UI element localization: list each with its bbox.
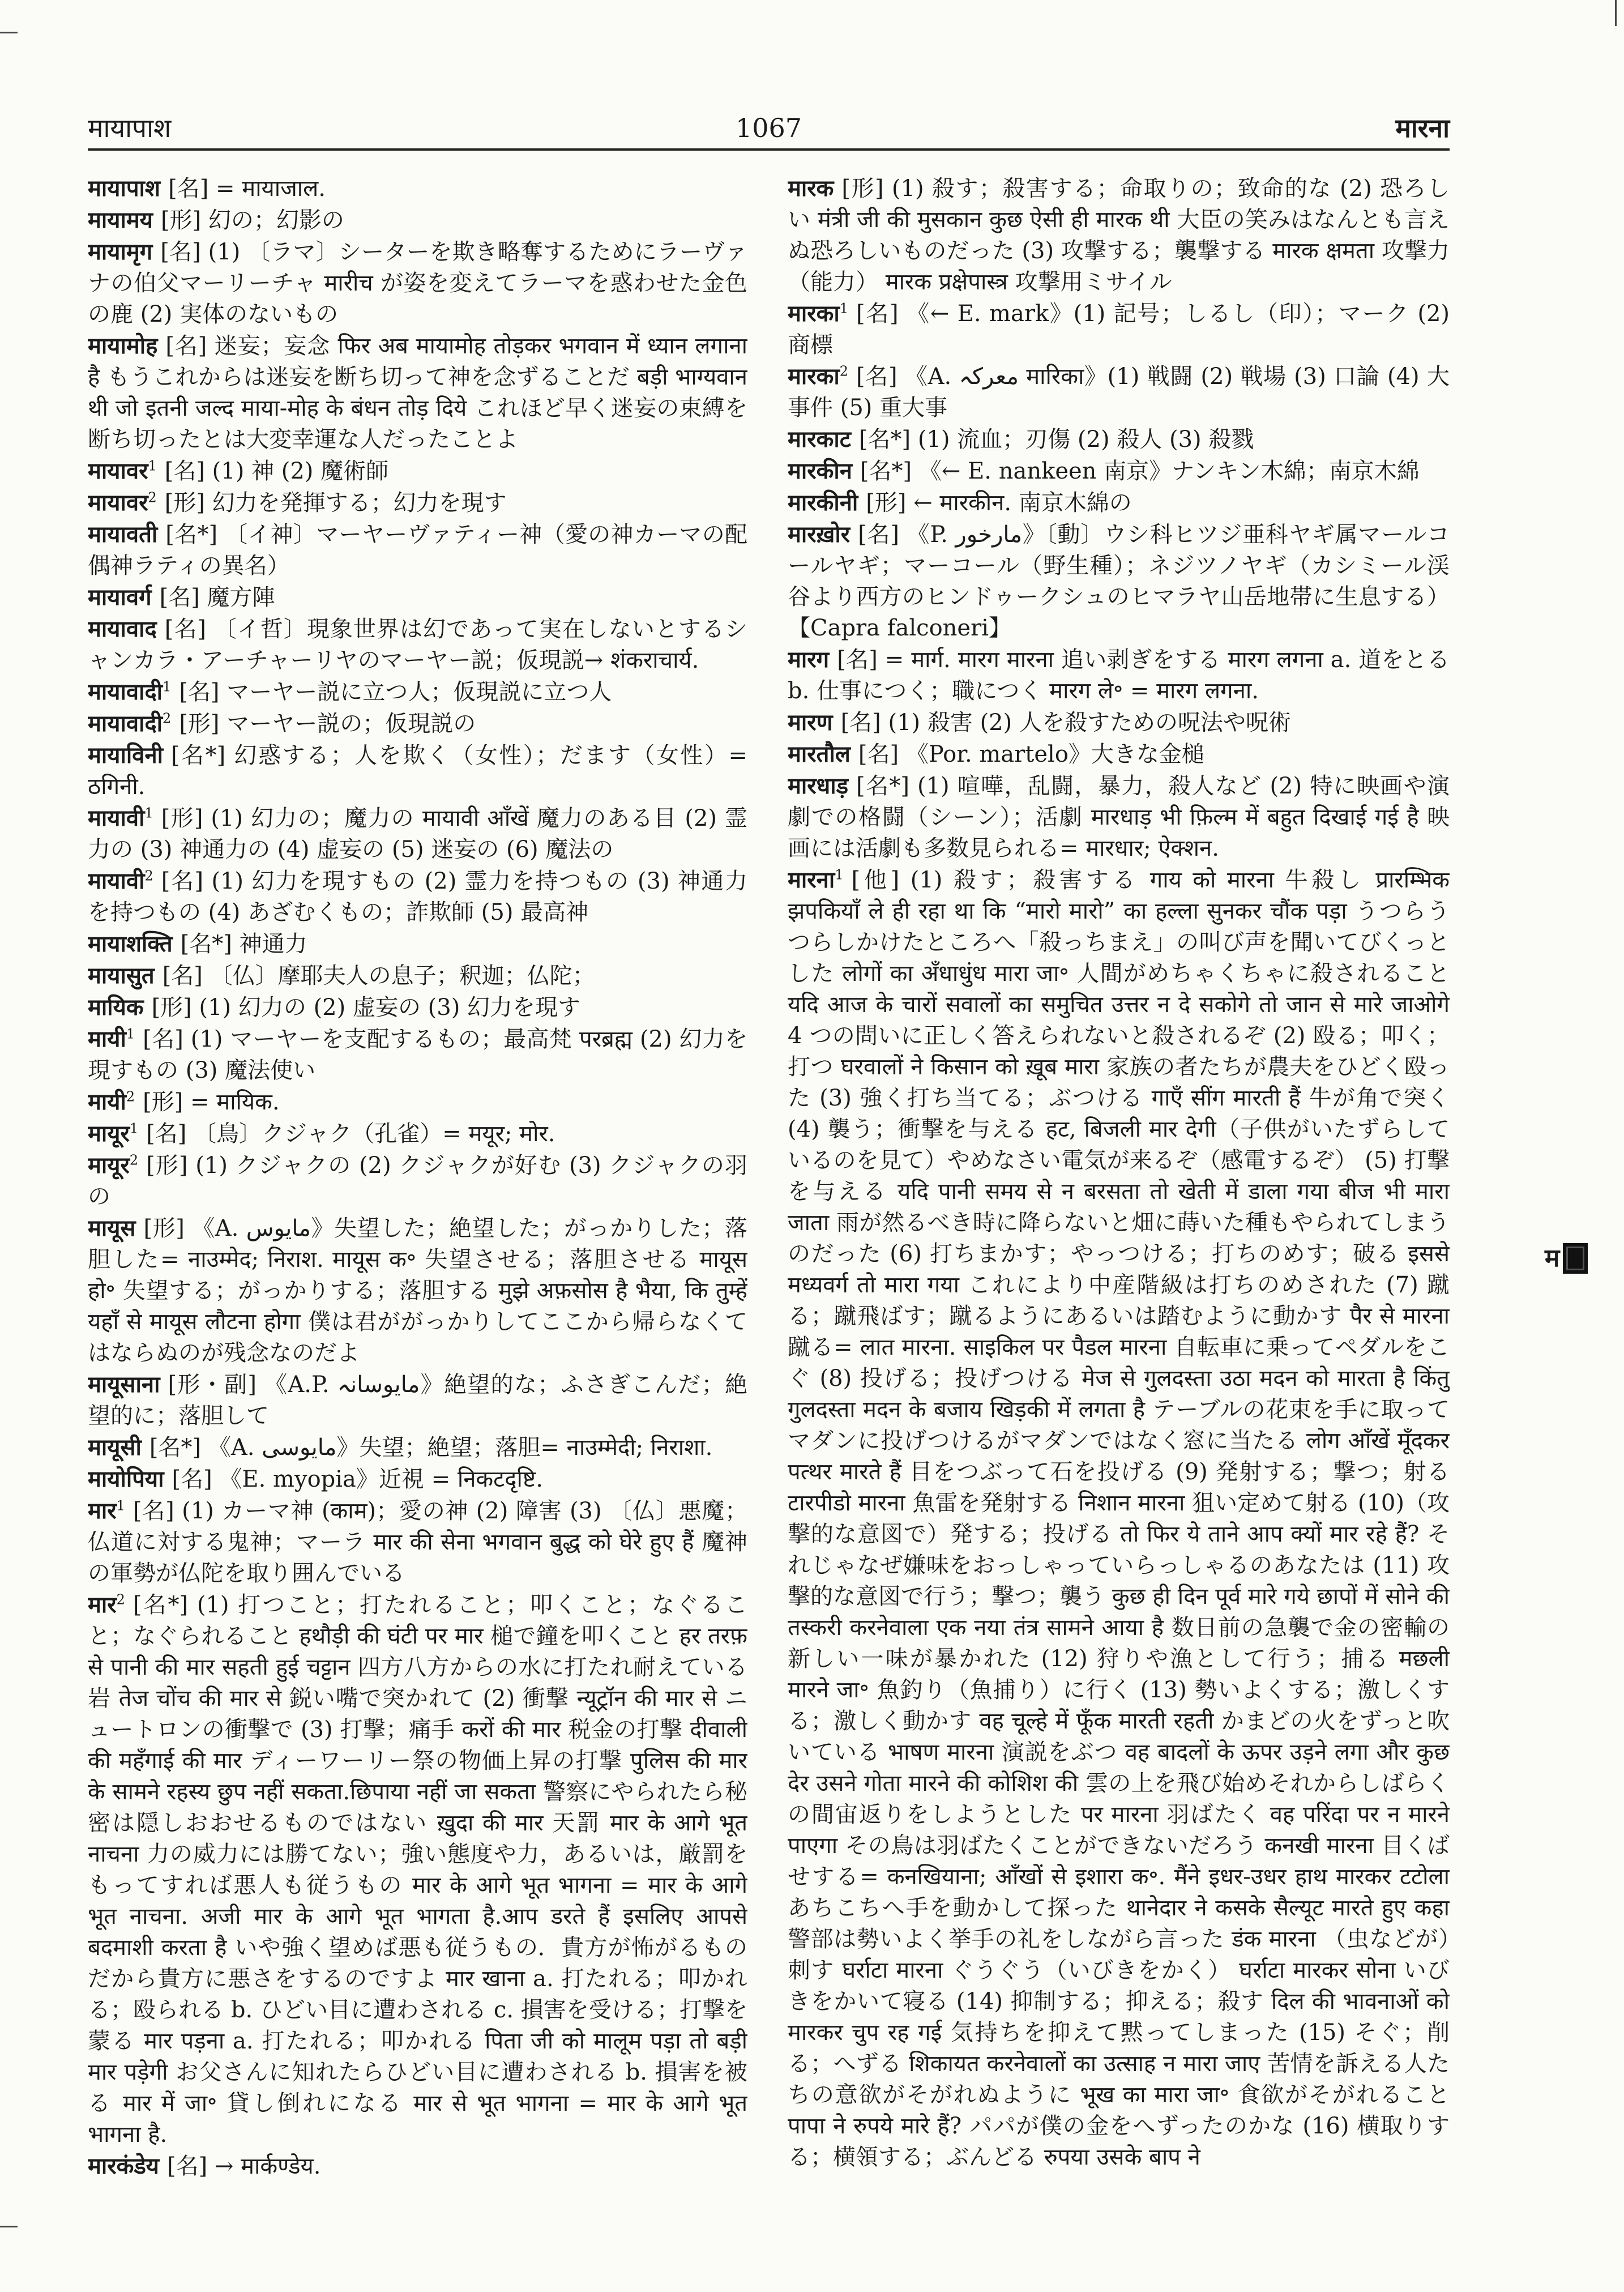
headword: मायामृग: [88, 238, 153, 265]
headword: मायावर: [88, 489, 148, 516]
definition: [名] 〔仏〕摩耶夫人の息子；釈迦；仏陀；: [162, 963, 595, 989]
homograph-number: 1: [116, 1497, 125, 1514]
definition: [名*] (1) 流血；刃傷 (2) 殺人 (3) 殺戮: [858, 426, 1254, 453]
headword: मायूर: [88, 1120, 130, 1147]
headword: मारण: [788, 709, 833, 736]
definition: [名] (1) 幻力を現すもの (2) 霊力を持つもの (3) 神通力を持つもの (4) あざむくもの；詐欺師 (5) 最高神: [88, 868, 747, 925]
headword: मार: [88, 1497, 117, 1524]
definition: [名] = मायाजाल.: [168, 176, 326, 202]
dictionary-entry: [788, 644, 1450, 707]
dictionary-entry: [788, 424, 1450, 455]
headword: मार: [88, 1591, 117, 1618]
headword: मारक: [788, 175, 834, 202]
dictionary-entry: [88, 992, 747, 1023]
dictionary-entry: [788, 487, 1450, 519]
definition: [名] 《A. معرکہ मारिका》(1) 戦闘 (2) 戦場 (3) 口論 (4) 大事件 (5) 重大事: [788, 364, 1450, 421]
headword: मारतौल: [788, 741, 851, 767]
running-header: [88, 105, 1450, 151]
dictionary-entry: [788, 298, 1450, 361]
definition: [名] (1) 殺害 (2) 人を殺すための呪法や呪術: [840, 710, 1291, 736]
headword: मायोपिया: [88, 1466, 164, 1492]
dictionary-entry: [788, 770, 1450, 864]
headword: मायामय: [88, 207, 153, 233]
definition: [名] (1) 神 (2) 魔術師: [164, 458, 389, 484]
crop-mark: [1615, 0, 1617, 26]
definition: [名] 《P. مارخور》〔動〕ウシ科ヒツジ亜科ヤギ属マールコールヤギ；マーコール（野生種）；ネジツノヤギ（カシミール渓谷より西方のヒンドゥークシュのヒマラヤ山岳地帯に生息する）【Capra falconeri】: [788, 522, 1450, 641]
headword: मायी: [88, 1026, 126, 1052]
definition: [名] 《E. myopia》近視 = निकटदृष्टि.: [172, 1466, 543, 1492]
dictionary-entry: [88, 487, 747, 519]
headword: मायामोह: [88, 332, 158, 359]
definition: [名] 《← E. mark》(1) 記号；しるし（印）；マーク (2) 商標: [788, 301, 1450, 358]
header-first-headword: मायापाश: [88, 113, 172, 143]
dictionary-entry: [88, 1086, 747, 1118]
right-column: [788, 173, 1450, 2268]
headword: मारख़ोर: [788, 521, 851, 548]
dictionary-entry: [788, 739, 1450, 770]
definition: [名] (1) 〔ラマ〕シーターを欺き略奪するためにラーヴァナの伯父マーリーチャ मारीच が姿を変えてラーマを惑わせた金色の鹿 (2) 実体のないもの: [88, 239, 747, 327]
headword: मायाविनी: [88, 742, 163, 769]
definition: [形] 《A. مایوس》失望した；絶望した；がっかりした；落胆した= नाउम्मेद; निराश. मायूस क॰ 失望させる；落胆させる मायूस हो॰ 失望する；がっかりする；落胆する मुझे अफ़सोस है भैया, कि तुम्हें यहाँ से मायूस लौटना होगा 僕は君ががっかりしてここから帰らなくてはならぬのが残念なのだよ: [88, 1215, 747, 1366]
definition: [他] (1) 殺す；殺害する गाय को मारना 牛殺し प्रारम्भिक झपकियाँ ले ही रहा था कि “मारो मारो” का हल्ला सुनकर चौंक पड़ा うつらうつらしかけたところへ「殺っちまえ」の叫び声を聞いてびくっとした लोगों का अँधाधुंध मारा जा॰ 人間がめちゃくちゃに殺されること यदि आज के चारों सवालों का समुचित उत्तर न दे सकोगे तो जान से मारे जाओगे 4 つの問いに正しく答えられないと殺されるぞ (2) 殴る；叩く；打つ घरवालों ने किसान को ख़ूब मारा 家族の者たちが農夫をひどく殴った (3) 強く打ち当てる；ぶつける गाएँ सींग मारती हैं 牛が角で突く (4) 襲う；衝撃を与える हट, बिजली मार देगी（子供がいたずらしているのを見て）やめなさい電気が来るぞ（感電するぞ） (5) 打撃を与える यदि पानी समय से न बरसता तो खेती में डाला गया बीज भी मारा जाता 雨が然るべき時に降らないと畑に蒔いた種もやられてしまうのだった (6) 打ちまかす；やっつける；打ちのめす；破る इससे मध्यवर्ग तो मारा गया これにより中産階級は打ちのめされた (7) 蹴る；蹴飛ばす；蹴るようにあるいは踏むように動かす पैर से मारना 蹴る= लात मारना. साइकिल पर पैडल मारना 自転車に乗ってペダルをこぐ (8) 投げる；投げつける मेज से गुलदस्ता उठा मदन को मारता है किंतु गुलदस्ता मदन के बजाय खिड़की में लगता है テーブルの花束を手に取ってマダンに投げつけるがマダンではなく窓に当たる लोग आँखें मूँदकर पत्थर मारते हैं 目をつぶって石を投げる (9) 発射する；撃つ；射る टारपीडो मारना 魚雷を発射する निशान मारना 狙い定めて射る (10)（攻撃的な意図で）発する；投げる तो फिर ये ताने आप क्यों मार रहे हैं? それじゃなぜ嫌味をおっしゃっていらっしゃるのあなたは (11) 攻撃的な意図で行う；撃つ；襲う कुछ ही दिन पूर्व मारे गये छापों में सोने की तस्करी करनेवाला एक नया तंत्र सामने आया है 数日前の急襲で金の密輸の新しい一味が暴かれた (12) 狩りや漁として行う；捕る मछली मारने जा॰ 魚釣り（魚捕り）に行く (13) 勢いよくする；激しくする；激しく動かす वह चूल्हे में फूँक मारती रहती かまどの火をずっと吹いている भाषण मारना 演説をぶつ वह बादलों के ऊपर उड़ने लगा और कुछ देर उसने गोता मारने की कोशिश की 雲の上を飛び始めそれからしばらくの間宙返りをしようとした पर मारना 羽ばたく वह परिंदा पर न मारने पाएगा その鳥は羽ばたくことができないだろう कनखी मारना 目くばせする= कनखियाना; आँखों से इशारा क॰. मैंने इधर-उधर हाथ मारकर टटोला あちこちへ手を動かして探った थानेदार ने कसके सैल्यूट मारते हुए कहा 警部は勢いよく挙手の礼をしながら言った डंक मारना （虫などが）刺す घर्राटा मारना ぐうぐう（いびきをかく） घर्राटा मारकर सोना いびきをかいて寝る (14) 抑制する；抑える；殺す दिल की भावनाओं को मारकर चुप रह गई 気持ちを抑えて黙ってしまった (15) そぐ；削る；へずる शिकायत करनेवालों का उत्साह न मारा जाए 苦情を訴える人たちの意欲がそがれぬように भूख का मारा जा॰ 食欲がそがれること पापा ने रुपये मारे हैं? パパが僕の金をへずったのかな (16) 横取りする；横領する；ぶんどる रुपया उसके बाप ने: [788, 867, 1450, 2170]
crop-mark: [0, 2226, 18, 2227]
homograph-number: 2: [144, 868, 153, 884]
dictionary-entry: [788, 455, 1450, 487]
headword: मायावी: [88, 805, 145, 831]
dictionary-entry: [788, 519, 1450, 644]
definition: [名*] (1) 打つこと；打たれること；叩くこと；なぐること；なぐられること हथौड़ी की घंटी पर मार 槌で鐘を叩くこと हर तरफ़ से पानी की मार सहती हुई चट्टान 四方八方からの水に打たれ耐えている岩 तेज चोंच की मार से 鋭い嘴で突かれて (2) 衝撃 न्यूट्रॉन की मार से ニュートロンの衝撃で (3) 打撃；痛手 करों की मार 税金の打撃 दीवाली की महँगाई की मार ディーワーリー祭の物価上昇の打撃 पुलिस की मार के सामने रहस्य छुप नहीं सकता.छिपाया नहीं जा सकता 警察にやられたら秘密は隠しおおせるものではない ख़ुदा की मार 天罰 मार के आगे भूत नाचना 力の威力には勝てない；強い態度や力，あるいは，厳罰をもってすれば悪人も従うもの मार के आगे भूत भागना = मार के आगे भूत नाचना. अजी मार के आगे भूत भागता है.आप डरते हैं इसलिए आपसे बदमाशी करता है いや強く望めば悪も従うもの．貴方が怖がるものだから貴方に悪さをするのですよ मार खाना a. 打たれる；叩かれる；殴られる b. ひどい目に遭わされる c. 損害を受ける；打撃を蒙る मार पड़ना a. 打たれる；叩かれる पिता जी को मालूम पड़ा तो बड़ी मार पड़ेगी お父さんに知れたらひどい目に遭わされる b. 損害を被る मार में जा॰ 貸し倒れになる मार से भूत भागना = मार के आगे भूत भागना है.: [88, 1592, 747, 2148]
headword: मायापाश: [88, 175, 161, 202]
homograph-number: 2: [126, 1089, 135, 1105]
headword: मायूर: [88, 1152, 130, 1179]
dictionary-entry: [88, 1213, 747, 1369]
homograph-number: 2: [129, 1152, 139, 1168]
headword: मायावादी: [88, 678, 163, 705]
thumb-index-tab: [1545, 1241, 1588, 1275]
definition: [名*] 《← E. nankeen 南京》ナンキン木綿；南京木綿: [860, 458, 1420, 484]
homograph-number: 1: [129, 1120, 139, 1137]
homograph-number: 1: [126, 1026, 135, 1042]
headword: मायाशक्ति: [88, 931, 173, 957]
dictionary-entry: [88, 582, 747, 613]
headword: मायावाद: [88, 616, 157, 642]
definition: [名] マーヤー説に立つ人；仮現説に立つ人: [179, 679, 612, 705]
headword: मारका: [788, 300, 840, 327]
dictionary-entry: [88, 330, 747, 455]
headword: मायी: [88, 1089, 126, 1115]
headword: मायावर्ग: [88, 584, 152, 611]
homograph-number: 2: [839, 363, 849, 379]
definition: [名] 魔方陣: [159, 584, 275, 611]
homograph-number: 2: [148, 489, 157, 506]
headword: मारकीन: [788, 458, 852, 484]
crop-mark: [0, 32, 18, 33]
dictionary-entry: [88, 928, 747, 960]
dictionary-entry: [88, 1118, 747, 1150]
dictionary-entry: [788, 707, 1450, 739]
dictionary-entry: [88, 1023, 747, 1086]
headword: मारकाट: [788, 426, 851, 453]
homograph-number: 1: [839, 300, 849, 317]
headword: मायावती: [88, 521, 158, 548]
definition: [名*] (1) 喧嘩，乱闘，暴力，殺人など (2) 特に映画や演劇での格闘（シーン）；活劇 मारधाड़ भी फ़िल्म में बहुत दिखाई गई है 映画には活劇も多数見られる= मारधार; ऐक्शन.: [788, 773, 1450, 861]
dictionary-entry: [88, 1369, 747, 1432]
dictionary-entry: [88, 1150, 747, 1213]
definition: [名] → मार्कण्डेय.: [166, 2153, 321, 2179]
definition: [名] 《Por. martelo》大きな金槌: [858, 741, 1204, 767]
dictionary-entry: [88, 708, 747, 740]
homograph-number: 2: [116, 1591, 125, 1608]
left-column: [88, 173, 747, 2268]
definition: [名*] 《A. مایوسی》失望；絶望；落胆= नाउम्मेदी; निराशा.: [149, 1435, 713, 1461]
definition: [形] ← मारकीन. 南京木綿の: [866, 490, 1132, 516]
dictionary-entry: [88, 204, 747, 236]
homograph-number: 1: [163, 678, 172, 695]
dictionary-entry: [88, 236, 747, 330]
homograph-number: 1: [835, 867, 844, 883]
definition: [形] (1) 幻力の (2) 虚妄の (3) 幻力を現す: [151, 995, 581, 1021]
dictionary-entry: [88, 1432, 747, 1463]
definition: [形・副] 《A.P. مایوسانہ》絶望的な；ふさぎこんだ；絶望的に；落胆して: [88, 1372, 747, 1429]
dictionary-entry: [788, 864, 1450, 2173]
homograph-number: 2: [163, 710, 172, 727]
definition: [形] = मायिक.: [143, 1089, 280, 1115]
headword: मायावी: [88, 868, 145, 894]
definition: [名] 〔イ哲〕現象世界は幻であって実在しないとするシャンカラ・アーチャーリヤのマーヤー説；仮現説→ शंकराचार्य.: [88, 616, 747, 673]
definition: [名] = मार्ग. मारग मारना 追い剥ぎをする मारग लगना a. 道をとる b. 仕事につく；職につく मारग ले॰ = मारग लगना.: [788, 647, 1450, 704]
thumb-index-block: [1563, 1243, 1588, 1274]
headword: मायूसी: [88, 1434, 142, 1461]
headword: मायिक: [88, 994, 144, 1021]
headword: मारधाड़: [788, 772, 848, 799]
definition: [名] 迷妄；妄念 फिर अब मायामोह तोड़कर भगवान में ध्यान लगाना है もうこれからは迷妄を断ち切って神を念ずることだ बड़ी भाग्यवान थी जो इतनी जल्द माया-मोह के बंधन तोड़ दिये これほど早く迷妄の束縛を断ち切ったとは大変幸運な人だったことよ: [88, 333, 747, 453]
definition: [名] (1) カーマ神 (काम)；愛の神 (2) 障害 (3) 〔仏〕悪魔；仏道に対する鬼神；マーラ मार की सेना भगवान बुद्ध को घेरे हुए हैं 魔神の軍勢が仏陀を取り囲んでいる: [88, 1498, 747, 1586]
homograph-number: 1: [148, 458, 157, 474]
definition: [名*] 神通力: [180, 931, 307, 957]
dictionary-entry: [88, 173, 747, 204]
definition: [名*] 〔イ神〕マーヤーヴァティー神（愛の神カーマの配偶神ラティの異名）: [88, 522, 747, 579]
definition: [形] 幻力を発揮する；幻力を現す: [164, 490, 507, 516]
headword: मायावर: [88, 458, 148, 484]
dictionary-entry: [88, 865, 747, 928]
headword: मारकंडेय: [88, 2153, 159, 2179]
dictionary-entry: [88, 613, 747, 676]
headword: मायावादी: [88, 710, 163, 737]
dictionary-entry: [788, 361, 1450, 424]
headword: मायूसाना: [88, 1371, 160, 1398]
dictionary-entry: [88, 1463, 747, 1495]
definition: [名] 〔鳥〕クジャク（孔雀）= मयूर; मोर.: [146, 1121, 555, 1147]
dictionary-entry: [88, 1495, 747, 1589]
definition: [形] (1) クジャクの (2) クジャクが好む (3) クジャクの羽の: [88, 1153, 747, 1210]
definition: [形] (1) 殺す；殺害する；命取りの；致命的な (2) 恐ろしい मंत्री जी की मुसकान कुछ ऐसी ही मारक थी 大臣の笑みはなんとも言えぬ恐ろしいものだった (3) 攻撃する；襲撃する मारक क्षमता 攻撃力（能力） मारक प्रक्षेपास्त्र 攻撃用ミサイル: [788, 176, 1450, 295]
definition: [形] マーヤー説の；仮現説の: [179, 711, 476, 737]
page-number: 1067: [735, 113, 802, 143]
header-last-headword: मारना: [1395, 113, 1450, 143]
headword: मारना: [788, 867, 835, 893]
headword: मारका: [788, 363, 840, 390]
thumb-index-letter: म: [1545, 1244, 1560, 1273]
definition: [形] (1) 幻力の；魔力の मायावी आँखें 魔力のある目 (2) 霊力の (3) 神通力の (4) 虚妄の (5) 迷妄の (6) 魔法の: [88, 805, 747, 863]
dictionary-entry: [88, 740, 747, 803]
definition: [名*] 幻惑する；人を欺く（女性）；だます（女性）= ठगिनी.: [88, 742, 747, 800]
definition: [名] (1) マーヤーを支配するもの；最高梵 परब्रह्म (2) 幻力を現すもの (3) 魔法使い: [88, 1026, 747, 1083]
dictionary-entry: [88, 676, 747, 708]
dictionary-entry: [88, 2150, 747, 2182]
homograph-number: 1: [144, 805, 153, 821]
dictionary-entry: [88, 803, 747, 865]
headword: मारकीनी: [788, 489, 858, 516]
headword: मायासुत: [88, 962, 155, 989]
dictionary-entry: [88, 519, 747, 582]
dictionary-entry: [88, 1589, 747, 2150]
dictionary-entry: [88, 455, 747, 487]
dictionary-entry: [88, 960, 747, 992]
dictionary-entry: [788, 173, 1450, 298]
definition: [形] 幻の；幻影の: [160, 207, 344, 233]
headword: मायूस: [88, 1215, 136, 1241]
headword: मारग: [788, 646, 830, 673]
